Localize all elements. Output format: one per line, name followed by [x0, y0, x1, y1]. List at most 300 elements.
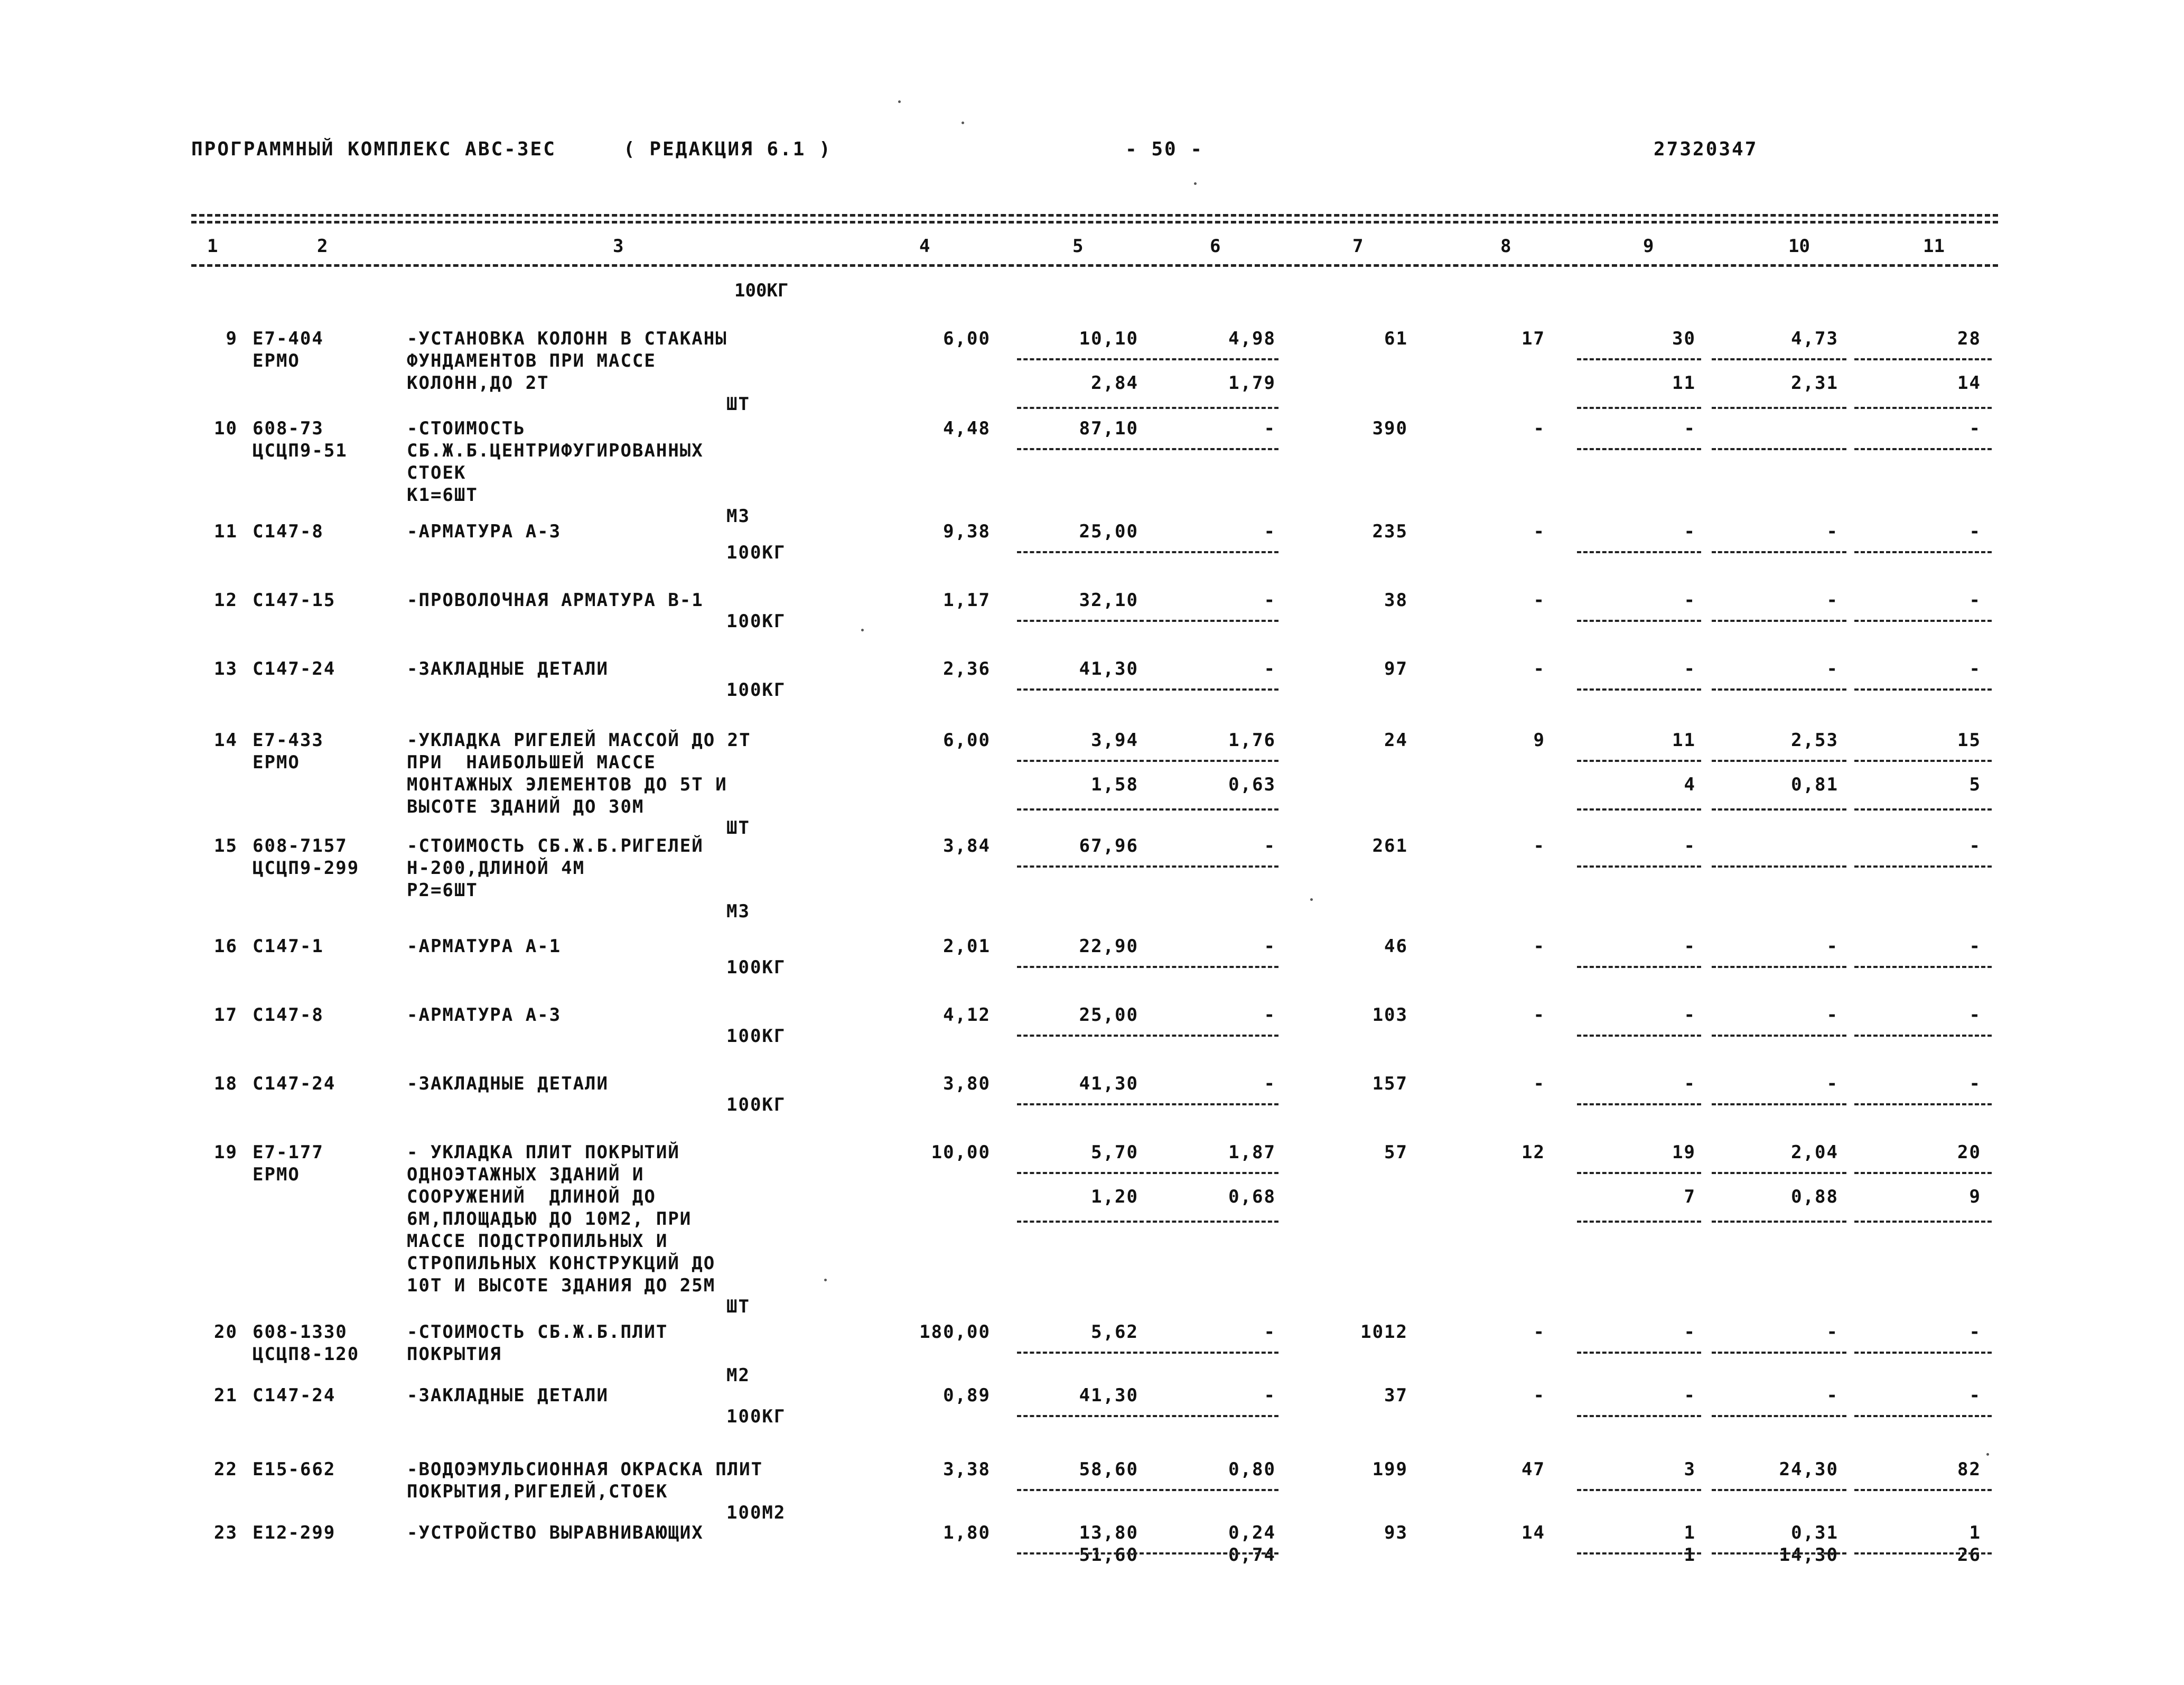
- col-num-1: 1: [207, 236, 218, 257]
- col-8-value: 12: [1522, 1142, 1545, 1163]
- col-num-2: 2: [317, 236, 328, 257]
- col-7-total: 37: [1384, 1385, 1408, 1406]
- cell-separator: [1712, 760, 1846, 762]
- col-7-total: 261: [1372, 835, 1408, 857]
- cell-separator: [1146, 407, 1278, 409]
- cell-separator: [1854, 966, 1992, 968]
- col-6-value: -: [1264, 1004, 1276, 1026]
- col-11-value: -: [1969, 835, 1981, 857]
- col-6-value: 4,98: [1228, 328, 1276, 349]
- col-10-value: -: [1826, 1004, 1838, 1026]
- cell-separator: [1712, 1035, 1846, 1037]
- col-4-quantity: 4,12: [943, 1004, 991, 1026]
- cell-separator: [1017, 1352, 1144, 1354]
- rate-code: С147-24: [253, 1073, 336, 1094]
- col-7-total: 1012: [1360, 1321, 1408, 1343]
- cell-separator: [1712, 688, 1846, 691]
- col-num-4: 4: [919, 236, 930, 257]
- cell-separator: [1712, 1415, 1846, 1417]
- col-9-value: 1 1: [1684, 1522, 1696, 1566]
- col-11-value: -: [1969, 1073, 1981, 1094]
- col-5-sub-value: 2,84: [1091, 373, 1138, 394]
- cell-separator: [1712, 551, 1846, 553]
- work-description: - УКЛАДКА ПЛИТ ПОКРЫТИЙ ОДНОЭТАЖНЫХ ЗДАНИЙ И СООРУЖЕНИЙ ДЛИНОЙ ДО 6М,ПЛОЩАДЬЮ ДО 10М2, ПРИ МАССЕ ПОДСТРОПИЛЬНЫХ И СТРОПИЛЬНЫХ КОНСТРУКЦИЙ ДО 10Т И ВЫСОТЕ ЗДАНИЯ ДО 25М: [407, 1142, 716, 1296]
- unit-of-measure: М3: [726, 506, 750, 527]
- cell-separator: [1854, 620, 1992, 622]
- col-9-value: -: [1684, 418, 1696, 439]
- col-5-value: 32,10: [1079, 590, 1138, 611]
- col-6-sub-value: 0,63: [1228, 774, 1276, 795]
- col-11-value: 82: [1957, 1459, 1981, 1480]
- row-number: 17: [214, 1004, 238, 1026]
- cell-separator: [1712, 966, 1846, 968]
- cell-separator: [1577, 1415, 1701, 1417]
- col-10-value: -: [1826, 1073, 1838, 1094]
- rate-code-source: ЕРМО: [253, 1164, 300, 1185]
- document-code: 27320347: [1654, 138, 1758, 160]
- col-7-total: 157: [1372, 1073, 1408, 1094]
- cell-separator: [1854, 551, 1992, 553]
- col-6-value: 1,76: [1228, 730, 1276, 751]
- col-9-value: 19: [1672, 1142, 1696, 1163]
- row-number: 15: [214, 835, 238, 857]
- col-5-value: 25,00: [1079, 521, 1138, 542]
- cell-separator: [1854, 1103, 1992, 1105]
- work-description: -СТОИМОСТЬ СБ.Ж.Б.РИГЕЛЕЙ Н-200,ДЛИНОЙ 4М Р2=6ШТ: [407, 835, 704, 901]
- cell-separator: [1712, 407, 1846, 409]
- unit-of-measure: 100М2: [726, 1502, 786, 1523]
- col-5-sub-value: 1,58: [1091, 774, 1138, 795]
- unit-of-measure: 100КГ: [726, 542, 786, 563]
- col-5-value: 67,96: [1079, 835, 1138, 857]
- cell-separator: [1577, 865, 1701, 868]
- cell-separator: [1577, 1221, 1701, 1223]
- cell-separator: [1712, 620, 1846, 622]
- cell-separator: [1017, 358, 1144, 360]
- col-4-quantity: 2,01: [943, 936, 991, 957]
- cell-separator: [1577, 1103, 1701, 1105]
- col-10-value: 2,04: [1791, 1142, 1838, 1163]
- cell-separator: [1146, 688, 1278, 691]
- cell-separator: [1577, 1489, 1701, 1491]
- col-5-value: 41,30: [1079, 1385, 1138, 1406]
- cell-separator: [1146, 760, 1278, 762]
- col-num-3: 3: [613, 236, 624, 257]
- cell-separator: [1712, 1221, 1846, 1223]
- cell-separator: [1146, 966, 1278, 968]
- row-number: 23: [214, 1522, 238, 1543]
- work-description: -ВОДОЭМУЛЬСИОННАЯ ОКРАСКА ПЛИТ ПОКРЫТИЯ,РИГЕЛЕЙ,СТОЕК: [407, 1459, 763, 1502]
- col-7-total: 199: [1372, 1459, 1408, 1480]
- cell-separator: [1854, 760, 1992, 762]
- col-11-value: -: [1969, 521, 1981, 542]
- col-9-value: -: [1684, 521, 1696, 542]
- col-num-11: 11: [1923, 236, 1945, 257]
- col-5-value: 87,10: [1079, 418, 1138, 439]
- page-number: - 50 -: [1125, 138, 1204, 160]
- col-8-value: -: [1533, 1321, 1545, 1343]
- cell-separator: [1854, 1221, 1992, 1223]
- scan-speck: [824, 1279, 827, 1281]
- col-10-sub-value: 0,88: [1791, 1186, 1838, 1207]
- col-11-value: -: [1969, 658, 1981, 679]
- cell-separator: [1854, 1352, 1992, 1354]
- col-6-value: -: [1264, 590, 1276, 611]
- unit-of-measure: 100КГ: [726, 1406, 786, 1427]
- cell-separator: [1017, 1035, 1144, 1037]
- col-5-value: 22,90: [1079, 936, 1138, 957]
- col-9-sub-value: 4: [1684, 774, 1696, 795]
- top-unit-label: 100КГ: [734, 280, 789, 301]
- cell-separator: [1854, 1489, 1992, 1491]
- col-5-value: 41,30: [1079, 1073, 1138, 1094]
- cell-separator: [1712, 1172, 1846, 1174]
- cell-separator: [1577, 448, 1701, 450]
- unit-of-measure: 100КГ: [726, 957, 786, 978]
- cell-separator: [1577, 688, 1701, 691]
- col-11-value: -: [1969, 936, 1981, 957]
- cell-separator: [1854, 448, 1992, 450]
- col-9-value: -: [1684, 658, 1696, 679]
- col-7-total: 93: [1384, 1522, 1408, 1543]
- cell-separator: [1146, 1552, 1278, 1554]
- cell-separator: [1712, 1552, 1846, 1554]
- rate-code: Е15-662: [253, 1459, 336, 1480]
- col-num-7: 7: [1352, 236, 1364, 257]
- col-9-value: 11: [1672, 730, 1696, 751]
- col-4-quantity: 1,80: [943, 1522, 991, 1543]
- cell-separator: [1577, 407, 1701, 409]
- cell-separator: [1712, 808, 1846, 811]
- rate-code: 608-73: [253, 418, 324, 439]
- cell-separator: [1854, 865, 1992, 868]
- scan-speck: [1194, 182, 1197, 185]
- work-description: -ЗАКЛАДНЫЕ ДЕТАЛИ: [407, 1385, 609, 1406]
- col-11-sub-value: 9: [1969, 1186, 1981, 1207]
- work-description: -ЗАКЛАДНЫЕ ДЕТАЛИ: [407, 1073, 609, 1094]
- cell-separator: [1146, 1352, 1278, 1354]
- cell-separator: [1577, 760, 1701, 762]
- rate-code-source: ЕРМО: [253, 350, 300, 371]
- cell-separator: [1146, 1221, 1278, 1223]
- rate-code: С147-15: [253, 590, 336, 611]
- col-10-value: 2,53: [1791, 730, 1838, 751]
- rate-code-source: ЦСЦП9-51: [253, 440, 348, 461]
- col-8-value: -: [1533, 658, 1545, 679]
- rate-code: Е7-433: [253, 730, 324, 751]
- unit-of-measure: ШТ: [726, 394, 750, 415]
- unit-of-measure: 100КГ: [726, 679, 786, 701]
- program-title: ПРОГРАММНЫЙ КОМПЛЕКС АВС-ЗЕС: [191, 138, 556, 160]
- col-5-value: 5,62: [1091, 1321, 1138, 1343]
- cell-separator: [1017, 1489, 1144, 1491]
- col-4-quantity: 3,84: [943, 835, 991, 857]
- col-10-sub-value: 0,81: [1791, 774, 1838, 795]
- col-11-value: 1 26: [1957, 1522, 1981, 1566]
- cell-separator: [1146, 1035, 1278, 1037]
- col-6-value: -: [1264, 1385, 1276, 1406]
- work-description: -УСТАНОВКА КОЛОНН В СТАКАНЫ ФУНДАМЕНТОВ ПРИ МАССЕ КОЛОНН,ДО 2Т: [407, 328, 727, 394]
- cell-separator: [1146, 1103, 1278, 1105]
- cell-separator: [1577, 1352, 1701, 1354]
- unit-of-measure: М3: [726, 901, 750, 922]
- cell-separator: [1017, 1172, 1144, 1174]
- cell-separator: [1577, 620, 1701, 622]
- col-7-total: 24: [1384, 730, 1408, 751]
- col-7-total: 61: [1384, 328, 1408, 349]
- unit-of-measure: 100КГ: [726, 611, 786, 632]
- rate-code: С147-8: [253, 521, 324, 542]
- col-11-value: 20: [1957, 1142, 1981, 1163]
- row-number: 20: [214, 1321, 238, 1343]
- col-num-10: 10: [1788, 236, 1810, 257]
- col-7-total: 390: [1372, 418, 1408, 439]
- col-6-value: -: [1264, 418, 1276, 439]
- col-4-quantity: 3,80: [943, 1073, 991, 1094]
- col-4-quantity: 6,00: [943, 730, 991, 751]
- col-7-total: 57: [1384, 1142, 1408, 1163]
- col-7-total: 235: [1372, 521, 1408, 542]
- col-10-value: 24,30: [1779, 1459, 1838, 1480]
- col-10-sub-value: 2,31: [1791, 373, 1838, 394]
- col-6-value: -: [1264, 658, 1276, 679]
- unit-of-measure: М2: [726, 1365, 750, 1386]
- cell-separator: [1577, 966, 1701, 968]
- scan-speck: [1310, 898, 1313, 901]
- col-9-value: 30: [1672, 328, 1696, 349]
- col-4-quantity: 180,00: [919, 1321, 991, 1343]
- cell-separator: [1017, 407, 1144, 409]
- cell-separator: [1017, 808, 1144, 811]
- col-11-value: -: [1969, 1004, 1981, 1026]
- col-4-quantity: 9,38: [943, 521, 991, 542]
- rate-code: Е12-299: [253, 1522, 336, 1543]
- cell-separator: [1854, 1552, 1992, 1554]
- col-8-value: 14: [1522, 1522, 1545, 1543]
- row-number: 16: [214, 936, 238, 957]
- col-5-value: 5,70: [1091, 1142, 1138, 1163]
- cell-separator: [1712, 1352, 1846, 1354]
- col-9-value: -: [1684, 936, 1696, 957]
- work-description: -АРМАТУРА А-1: [407, 936, 562, 957]
- col-9-value: -: [1684, 835, 1696, 857]
- cell-separator: [1146, 551, 1278, 553]
- row-number: 14: [214, 730, 238, 751]
- cell-separator: [1146, 1172, 1278, 1174]
- scan-speck: [898, 100, 901, 103]
- work-description: -АРМАТУРА А-3: [407, 521, 562, 542]
- col-6-value: 0,80: [1228, 1459, 1276, 1480]
- col-9-value: -: [1684, 1321, 1696, 1343]
- cell-separator: [1017, 1103, 1144, 1105]
- cell-separator: [1577, 1035, 1701, 1037]
- cell-separator: [1854, 1035, 1992, 1037]
- work-description: -СТОИМОСТЬ СБ.Ж.Б.ЦЕНТРИФУГИРОВАННЫХ СТОЕК К1=6ШТ: [407, 418, 704, 506]
- col-7-total: 38: [1384, 590, 1408, 611]
- cell-separator: [1146, 808, 1278, 811]
- rate-code: Е7-404: [253, 328, 324, 349]
- col-5-value: 10,10: [1079, 328, 1138, 349]
- col-8-value: -: [1533, 1073, 1545, 1094]
- col-11-value: -: [1969, 590, 1981, 611]
- row-number: 21: [214, 1385, 238, 1406]
- header-rule-top: [191, 214, 1998, 217]
- col-5-value: 25,00: [1079, 1004, 1138, 1026]
- col-6-sub-value: 0,68: [1228, 1186, 1276, 1207]
- scan-speck: [962, 122, 964, 124]
- scan-speck: [861, 629, 864, 631]
- col-6-value: -: [1264, 521, 1276, 542]
- cell-separator: [1854, 1172, 1992, 1174]
- col-8-value: -: [1533, 936, 1545, 957]
- cell-separator: [1146, 1489, 1278, 1491]
- col-4-quantity: 1,17: [943, 590, 991, 611]
- cell-separator: [1712, 448, 1846, 450]
- cell-separator: [1577, 1172, 1701, 1174]
- col-num-6: 6: [1210, 236, 1221, 257]
- work-description: -УСТРОЙСТВО ВЫРАВНИВАЮЩИХ: [407, 1522, 704, 1543]
- col-8-value: 9: [1533, 730, 1545, 751]
- col-10-value: -: [1826, 590, 1838, 611]
- cell-separator: [1017, 1221, 1144, 1223]
- col-10-value: -: [1826, 658, 1838, 679]
- col-9-value: -: [1684, 590, 1696, 611]
- cell-separator: [1146, 358, 1278, 360]
- cell-separator: [1854, 1415, 1992, 1417]
- cell-separator: [1577, 1552, 1701, 1554]
- col-7-total: 46: [1384, 936, 1408, 957]
- col-11-sub-value: 5: [1969, 774, 1981, 795]
- cell-separator: [1017, 1552, 1144, 1554]
- cell-separator: [1017, 865, 1144, 868]
- rate-code-source: ЦСЦП8-120: [253, 1344, 360, 1365]
- unit-of-measure: ШТ: [726, 817, 750, 839]
- col-5-value: 13,80 51,60: [1079, 1522, 1138, 1566]
- col-9-value: 3: [1684, 1459, 1696, 1480]
- col-num-5: 5: [1072, 236, 1084, 257]
- col-5-value: 3,94: [1091, 730, 1138, 751]
- col-4-quantity: 6,00: [943, 328, 991, 349]
- unit-of-measure: 100КГ: [726, 1026, 786, 1047]
- col-10-value: -: [1826, 1385, 1838, 1406]
- col-11-value: -: [1969, 1321, 1981, 1343]
- cell-separator: [1146, 1415, 1278, 1417]
- cell-separator: [1854, 688, 1992, 691]
- col-4-quantity: 4,48: [943, 418, 991, 439]
- col-8-value: 47: [1522, 1459, 1545, 1480]
- col-11-value: -: [1969, 418, 1981, 439]
- col-6-value: 1,87: [1228, 1142, 1276, 1163]
- col-9-value: -: [1684, 1385, 1696, 1406]
- cell-separator: [1854, 358, 1992, 360]
- col-6-value: 0,24 0,74: [1228, 1522, 1276, 1566]
- cell-separator: [1854, 407, 1992, 409]
- row-number: 11: [214, 521, 238, 542]
- col-6-value: -: [1264, 1321, 1276, 1343]
- rate-code: С147-24: [253, 658, 336, 679]
- col-8-value: 17: [1522, 328, 1545, 349]
- col-8-value: -: [1533, 521, 1545, 542]
- work-description: -АРМАТУРА А-3: [407, 1004, 562, 1026]
- col-6-value: -: [1264, 1073, 1276, 1094]
- col-8-value: -: [1533, 418, 1545, 439]
- col-8-value: -: [1533, 590, 1545, 611]
- col-9-sub-value: 7: [1684, 1186, 1696, 1207]
- col-11-value: 15: [1957, 730, 1981, 751]
- unit-of-measure: ШТ: [726, 1296, 750, 1317]
- col-11-sub-value: 14: [1957, 373, 1981, 394]
- col-6-sub-value: 1,79: [1228, 373, 1276, 394]
- col-6-value: -: [1264, 936, 1276, 957]
- header-rule-bottom: [191, 264, 1998, 267]
- col-10-value: -: [1826, 1321, 1838, 1343]
- cell-separator: [1712, 1103, 1846, 1105]
- col-9-sub-value: 11: [1672, 373, 1696, 394]
- rate-code: С147-1: [253, 936, 324, 957]
- col-num-8: 8: [1500, 236, 1511, 257]
- col-5-value: 41,30: [1079, 658, 1138, 679]
- rate-code: Е7-177: [253, 1142, 324, 1163]
- cell-separator: [1017, 760, 1144, 762]
- row-number: 13: [214, 658, 238, 679]
- col-11-value: -: [1969, 1385, 1981, 1406]
- cell-separator: [1017, 966, 1144, 968]
- row-number: 12: [214, 590, 238, 611]
- col-4-quantity: 0,89: [943, 1385, 991, 1406]
- rate-code: 608-1330: [253, 1321, 348, 1343]
- rate-code-source: ЕРМО: [253, 752, 300, 773]
- header-rule-top-2: [191, 221, 1998, 224]
- cell-separator: [1577, 358, 1701, 360]
- col-7-total: 103: [1372, 1004, 1408, 1026]
- col-8-value: -: [1533, 1385, 1545, 1406]
- cell-separator: [1712, 865, 1846, 868]
- row-number: 22: [214, 1459, 238, 1480]
- row-number: 9: [226, 328, 238, 349]
- cell-separator: [1712, 1489, 1846, 1491]
- cell-separator: [1017, 688, 1144, 691]
- cell-separator: [1577, 808, 1701, 811]
- col-10-value: 4,73: [1791, 328, 1838, 349]
- col-10-value: -: [1826, 936, 1838, 957]
- work-description: -СТОИМОСТЬ СБ.Ж.Б.ПЛИТ ПОКРЫТИЯ: [407, 1321, 668, 1365]
- cell-separator: [1017, 448, 1144, 450]
- col-9-value: -: [1684, 1004, 1696, 1026]
- edition-label: ( РЕДАКЦИЯ 6.1 ): [623, 138, 832, 160]
- work-description: -УКЛАДКА РИГЕЛЕЙ МАССОЙ ДО 2Т ПРИ НАИБОЛЬШЕЙ МАССЕ МОНТАЖНЫХ ЭЛЕМЕНТОВ ДО 5Т И ВЫСОТЕ ЗДАНИЙ ДО 30М: [407, 730, 751, 817]
- row-number: 18: [214, 1073, 238, 1094]
- row-number: 10: [214, 418, 238, 439]
- col-9-value: -: [1684, 1073, 1696, 1094]
- scan-speck: [1986, 1453, 1989, 1456]
- col-10-value: 0,31 14,30: [1779, 1522, 1838, 1566]
- cell-separator: [1854, 808, 1992, 811]
- cell-separator: [1146, 620, 1278, 622]
- rate-code: С147-24: [253, 1385, 336, 1406]
- work-description: -ЗАКЛАДНЫЕ ДЕТАЛИ: [407, 658, 609, 679]
- cell-separator: [1146, 865, 1278, 868]
- cell-separator: [1017, 551, 1144, 553]
- col-4-quantity: 2,36: [943, 658, 991, 679]
- unit-of-measure: 100КГ: [726, 1094, 786, 1115]
- cell-separator: [1017, 620, 1144, 622]
- rate-code: С147-8: [253, 1004, 324, 1026]
- col-num-9: 9: [1643, 236, 1654, 257]
- col-4-quantity: 3,38: [943, 1459, 991, 1480]
- col-5-value: 58,60: [1079, 1459, 1138, 1480]
- col-8-value: -: [1533, 835, 1545, 857]
- rate-code-source: ЦСЦП9-299: [253, 858, 360, 879]
